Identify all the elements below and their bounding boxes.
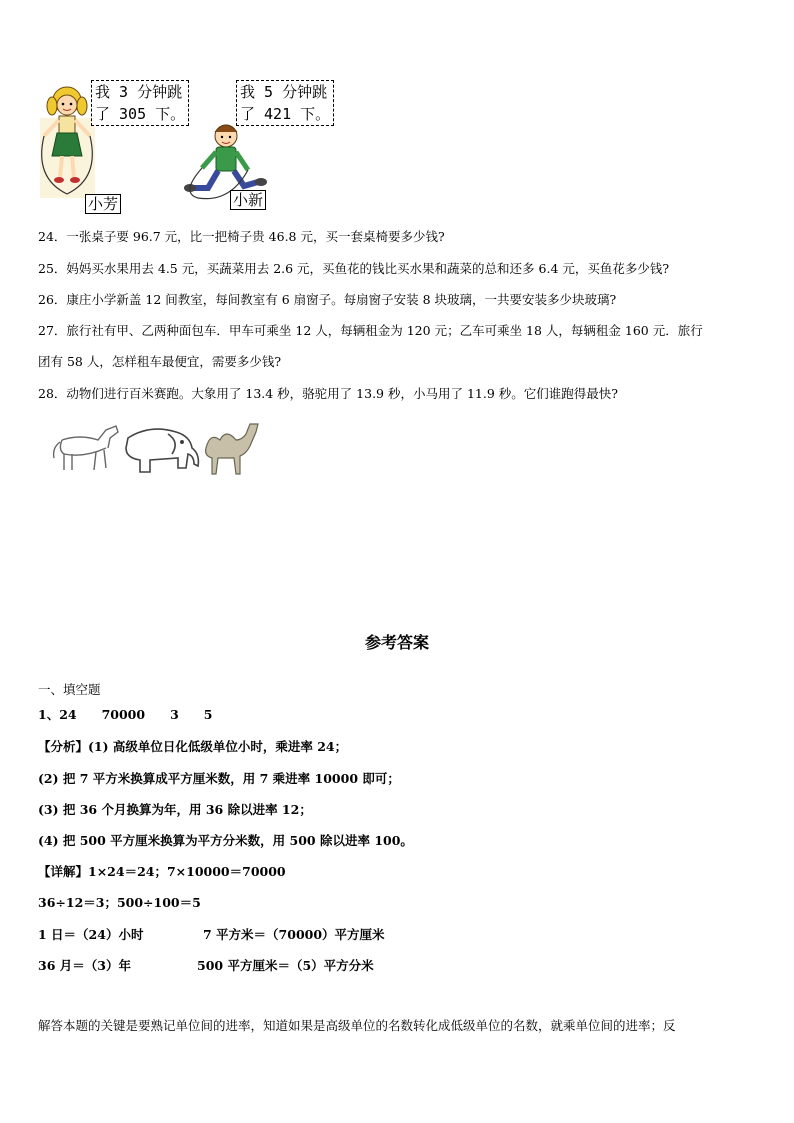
question-number: 27．: [38, 323, 67, 338]
result-2-left: 36 月＝（3）年: [38, 958, 131, 973]
elephant-figure: [126, 429, 198, 472]
girl-bubble-line-2: 了 305 下。: [95, 105, 186, 123]
analysis-line-1: 【分析】(1) 高级单位日化低级单位小时，乘进率 24；: [38, 739, 348, 754]
result-1-left: 1 日＝（24）小时: [38, 927, 144, 942]
answers-title: 参考答案: [364, 633, 429, 652]
question-26: [38, 291, 616, 309]
girl-speech-bubble: [91, 80, 189, 126]
girl-jumping-rope-figure: [40, 87, 95, 198]
question-text: 妈妈买水果用去 4.5 元，买蔬菜用去 2.6 元，买鱼花的钱比买水果和蔬菜的总和还多 6.4 元，买鱼花多少钱?: [66, 261, 670, 276]
question-number: 24．: [38, 229, 67, 244]
detail-line-2: 36÷12＝3；500÷100＝5: [38, 895, 201, 910]
analysis-line-3: (3) 把 36 个月换算为年，用 36 除以进率 12；: [38, 802, 312, 817]
question-25: [38, 260, 669, 278]
boy-bubble-line-2: 了 421 下。: [240, 105, 331, 123]
question-text: 康庄小学新盖 12 间教室，每间教室有 6 扇窗子。每扇窗子安装 8 块玻璃，一共要安装多少块玻璃?: [66, 292, 617, 307]
question-number: 26．: [38, 292, 67, 307]
question-text: 旅行社有甲、乙两种面包车．甲车可乘坐 12 人，每辆租金为 120 元；乙车可乘坐 18 人，每辆租金 160 元．旅行: [66, 323, 703, 338]
result-2-right: 500 平方厘米＝（5）平方分米: [197, 958, 374, 973]
boy-speech-bubble: [236, 80, 334, 126]
boy-jumping-rope-figure: [184, 125, 267, 199]
girl-bubble-line-1: 我 3 分钟跳: [95, 83, 183, 101]
question-27: [38, 322, 703, 340]
result-1-right: 7 平方米＝（70000）平方厘米: [203, 927, 385, 942]
analysis-line-4: (4) 把 500 平方厘米换算为平方分米数，用 500 除以进率 100。: [38, 833, 413, 848]
question-number: 25．: [38, 261, 67, 276]
question-number: 28．: [38, 386, 67, 401]
camel-figure: [206, 424, 258, 474]
analysis-line-2: (2) 把 7 平方米换算成平方厘米数，用 7 乘进率 10000 即可；: [38, 771, 400, 786]
question-text: 一张桌子要 96.7 元，比一把椅子贵 46.8 元，买一套桌椅要多少钱?: [66, 229, 445, 244]
boy-bubble-line-1: 我 5 分钟跳: [240, 83, 328, 101]
boy-name-label: 小新: [230, 190, 266, 210]
question-24: [38, 228, 445, 246]
animals-illustration: [50, 418, 270, 480]
answer-line-1: 1、24 70000 3 5: [38, 707, 213, 722]
question-27-continued: 团有 58 人，怎样租车最便宜，需要多少钱?: [38, 354, 282, 369]
section-heading: 一、填空题: [38, 682, 101, 697]
question-text: 动物们进行百米赛跑。大象用了 13.4 秒，骆驼用了 13.9 秒，小马用了 11.9 秒。它们谁跑得最快?: [66, 386, 618, 401]
horse-figure: [54, 426, 118, 470]
girl-name-label: 小芳: [85, 194, 121, 214]
question-28: [38, 385, 618, 403]
detail-line-1: 【详解】1×24＝24；7×10000＝70000: [38, 864, 286, 879]
conclusion-text: 解答本题的关键是要熟记单位间的进率，知道如果是高级单位的名数转化成低级单位的名数，就乘单位间的进率；反: [38, 1018, 676, 1033]
